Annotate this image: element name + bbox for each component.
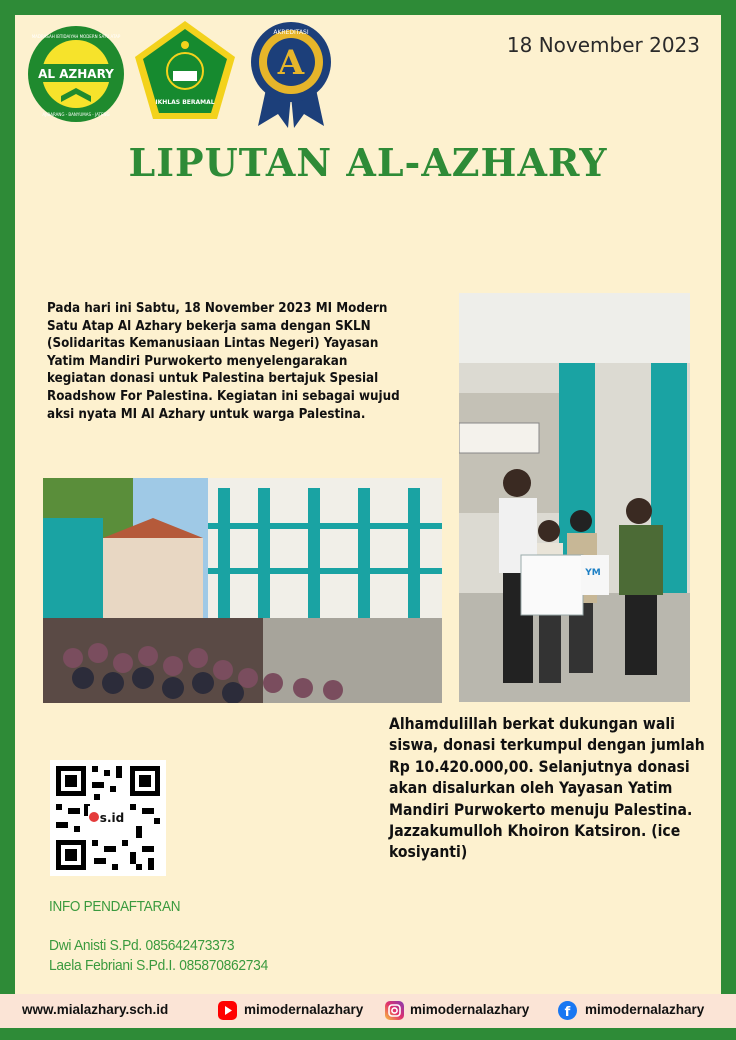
accreditation-badge [248, 20, 334, 128]
closing-paragraph: Alhamdulillah berkat dukungan wali siswa, donasi terkumpul dengan jumlah Rp 10.420.000,00. Selanjutnya donasi akan disalurkan oleh Yayasan Yatim Mandiri Purwokerto menuju Palestina. Jazzakumulloh Khoiron Katsiron. (ice kosiyanti) [389, 715, 705, 862]
page-title: LIPUTAN AL-AZHARY [128, 140, 608, 185]
school-logo-top-text: MADRASAH IBTIDAIYAH MODERN SATU ATAP [31, 34, 121, 39]
contact-line-1: Dwi Anisti S.Pd. 085642473373 [49, 937, 235, 954]
youtube-icon [218, 1001, 237, 1020]
website-link[interactable]: www.mialazhary.sch.id [22, 1002, 169, 1017]
accreditation-grade: A [277, 43, 305, 83]
kemenag-logo [133, 19, 237, 123]
publication-date: 18 November 2023 [506, 33, 700, 57]
qr-label: s.id [99, 811, 125, 825]
facebook-icon [558, 1001, 577, 1020]
instagram-icon [385, 1001, 404, 1020]
school-logo [26, 24, 126, 124]
instagram-handle[interactable]: mimodernalazhary [410, 1002, 530, 1017]
youtube-handle[interactable]: mimodernalazhary [244, 1002, 364, 1017]
facebook-handle[interactable]: mimodernalazhary [585, 1002, 705, 1017]
footer-bar [0, 994, 736, 1028]
intro-paragraph: Pada hari ini Sabtu, 18 November 2023 MI Modern Satu Atap Al Azhary bekerja sama dengan SKLN (Solidaritas Kemanusiaan Lintas Negeri) Yayasan Yatim Mandiri Purwokerto menyelengarakan kegiatan donasi untuk Palestina bertajuk Spesial Roadshow For Palestina. Kegiatan ini sebagai wujud aksi nyata MI Al Azhary untuk warga Palestina. [47, 301, 400, 422]
info-title: INFO PENDAFTARAN [49, 898, 181, 915]
svg-text:f: f [564, 1005, 571, 1020]
contact-line-2: Laela Febriani S.Pd.I. 085870862734 [49, 957, 268, 974]
svg-text:YM: YM [585, 568, 601, 578]
school-logo-bottom-text: AJIBARANG - BANYUMAS - JATENG [42, 112, 110, 117]
courtyard-photo [43, 478, 442, 703]
qr-code[interactable] [50, 760, 166, 876]
accreditation-text: AKREDITASI [273, 29, 309, 36]
school-logo-name: AL AZHARY [38, 67, 114, 81]
donation-photo [459, 293, 690, 702]
kemenag-logo-text: IKHLAS BERAMAL [155, 99, 215, 106]
